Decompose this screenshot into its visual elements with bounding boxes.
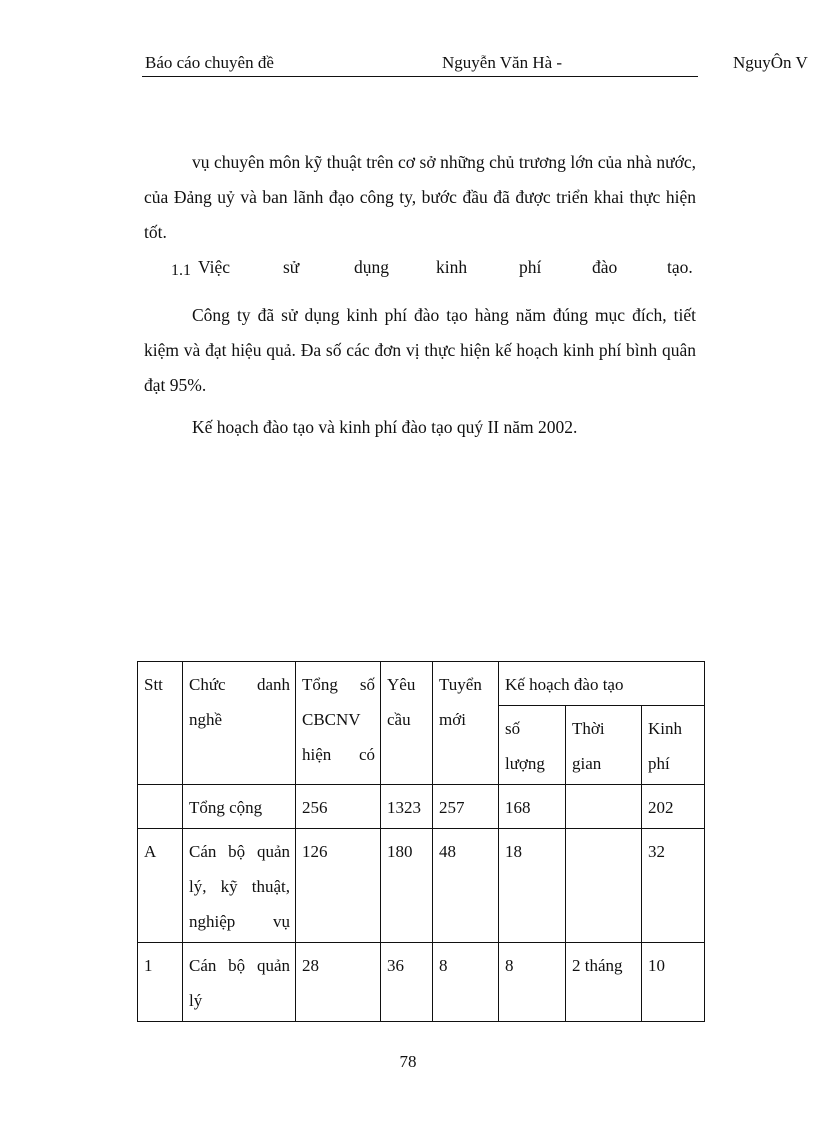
- header-quantity: số lượng: [499, 706, 566, 785]
- section-heading: [171, 257, 696, 289]
- heading-word: tạo.: [667, 257, 693, 277]
- cell-new-hire: 257: [433, 785, 499, 829]
- header-author-overflow: NguyÔn V: [733, 53, 808, 72]
- header-requirement: Yêu cầu: [381, 662, 433, 785]
- header-divider: [142, 76, 698, 77]
- table-row: [138, 829, 705, 943]
- header-total-staff: Tổng số CBCNV hiện có: [296, 662, 381, 785]
- paragraph-budget-usage: Công ty đã sử dụng kinh phí đào tạo hàng năm đúng mục đích, tiết kiệm và đạt hiệu quả. Đa số các đơn vị thực hiện kế hoạch kinh phí bình quân đạt 95%.: [144, 305, 696, 395]
- cell-position: Cán bộ quản lý: [183, 943, 296, 1022]
- training-plan-table: [137, 661, 705, 1022]
- cell-duration: [566, 785, 642, 829]
- table-row: [138, 943, 705, 1022]
- paragraph-table-caption: Kế hoạch đào tạo và kinh phí đào tạo quý II năm 2002.: [192, 417, 578, 437]
- header-author: Nguyễn Văn Hà -: [442, 53, 563, 72]
- cell-requirement: 36: [381, 943, 433, 1022]
- header-duration: Thời gian: [566, 706, 642, 785]
- cell-requirement: 1323: [381, 785, 433, 829]
- header-report-title: Báo cáo chuyên đề: [145, 53, 274, 72]
- cell-total: 28: [296, 943, 381, 1022]
- cell-quantity: 168: [499, 785, 566, 829]
- header-stt: Stt: [138, 662, 183, 785]
- cell-cost: 32: [642, 829, 705, 943]
- cell-position: Cán bộ quản lý, kỹ thuật, nghiệp vụ: [183, 829, 296, 943]
- cell-cost: 202: [642, 785, 705, 829]
- header-position: Chức danh nghề: [183, 662, 296, 785]
- heading-word: đào: [592, 257, 618, 277]
- cell-requirement: 180: [381, 829, 433, 943]
- cell-total: 126: [296, 829, 381, 943]
- cell-position: Tổng cộng: [183, 785, 296, 829]
- cell-stt: A: [138, 829, 183, 943]
- table-row: [138, 785, 705, 829]
- cell-new-hire: 8: [433, 943, 499, 1022]
- cell-new-hire: 48: [433, 829, 499, 943]
- page-number: 78: [399, 1052, 417, 1071]
- table-header-row: [138, 662, 705, 706]
- cell-cost: 10: [642, 943, 705, 1022]
- heading-word: sử: [283, 257, 300, 277]
- paragraph-intro: vụ chuyên môn kỹ thuật trên cơ sở những chủ trương lớn của nhà nước, của Đảng uỷ và ban lãnh đạo công ty, bước đầu đã được triển khai thực hiện tốt.: [144, 152, 696, 242]
- header-training-plan: Kế hoạch đào tạo: [499, 662, 705, 706]
- cell-stt: 1: [138, 943, 183, 1022]
- cell-quantity: 8: [499, 943, 566, 1022]
- cell-quantity: 18: [499, 829, 566, 943]
- header-cost: Kinh phí: [642, 706, 705, 785]
- cell-duration: 2 tháng: [566, 943, 642, 1022]
- section-number: 1.1: [171, 262, 191, 279]
- header-new-hire: Tuyển mới: [433, 662, 499, 785]
- heading-word: phí: [519, 257, 542, 277]
- cell-total: 256: [296, 785, 381, 829]
- heading-word: Việc: [198, 257, 230, 277]
- cell-stt: [138, 785, 183, 829]
- heading-word: dụng: [354, 257, 389, 277]
- cell-duration: [566, 829, 642, 943]
- heading-word: kinh: [436, 257, 468, 277]
